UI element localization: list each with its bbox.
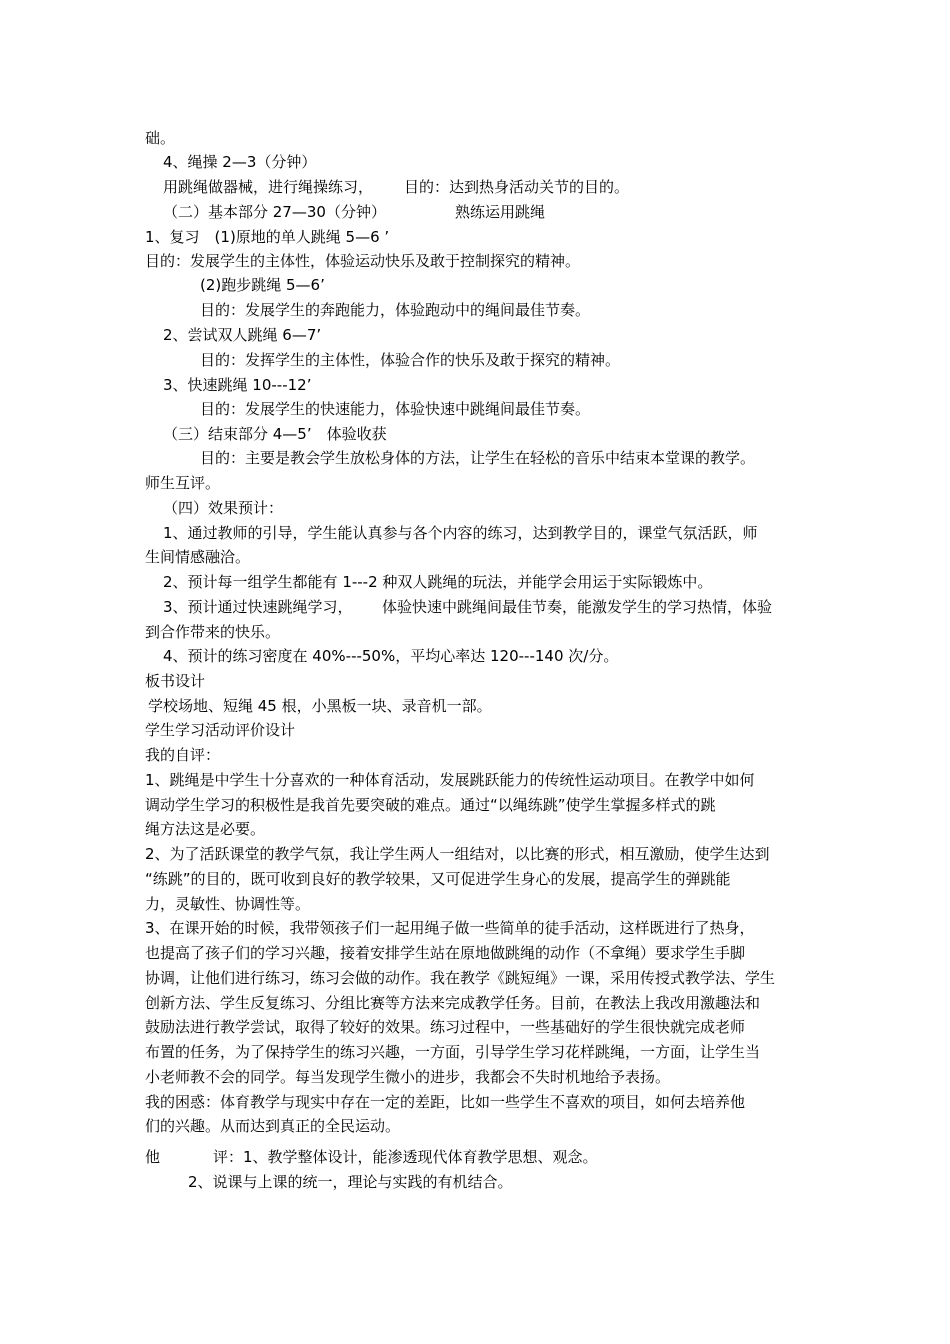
text-line: 板书设计 — [145, 672, 206, 690]
text-line: 他 — [145, 1148, 161, 1166]
text-line: 学生学习活动评价设计 — [145, 721, 296, 739]
text-line: 4、绳操 2—3（分钟） — [163, 153, 317, 171]
text-line: （四）效果预计： — [163, 499, 284, 517]
text-line: 布置的任务，为了保持学生的练习兴趣，一方面，引导学生学习花样跳绳，一方面，让学生当 — [145, 1043, 761, 1061]
text-line: 体验快速中跳绳间最佳节奏，能激发学生的学习热情，体验 — [382, 598, 773, 616]
text-line: 我的困惑：体育教学与现实中存在一定的差距，比如一些学生不喜欢的项目，如何去培养他 — [145, 1093, 746, 1111]
text-line: 熟练运用跳绳 — [455, 203, 546, 221]
text-line: 们的兴趣。从而达到真正的全民运动。 — [145, 1117, 401, 1135]
text-line: 创新方法、学生反复练习、分组比赛等方法来完成教学任务。目前，在教法上我改用激趣法和 — [145, 994, 761, 1012]
text-line: 鼓励法进行教学尝试，取得了较好的效果。练习过程中，一些基础好的学生很快就完成老师 — [145, 1018, 746, 1036]
text-line: 2、预计每一组学生都能有 1---2 种双人跳绳的玩法，并能学会用运于实际锻炼中。 — [163, 573, 713, 591]
text-line: 绳方法这是必要。 — [145, 820, 266, 838]
text-line: 用跳绳做器械，进行绳操练习， — [163, 178, 374, 196]
text-line: 1、跳绳是中学生十分喜欢的一种体育活动，发展跳跃能力的传统性运动项目。在教学中如何 — [145, 771, 755, 789]
text-line: 3、在课开始的时候，我带领孩子们一起用绳子做一些简单的徒手活动，这样既进行了热身， — [145, 919, 755, 937]
text-line: 2、说课与上课的统一，理论与实践的有机结合。 — [188, 1173, 513, 1191]
text-line: 目的：主要是教会学生放松身体的方法，让学生在轻松的音乐中结束本堂课的教学。 — [200, 449, 756, 467]
text-line: 目的：发挥学生的主体性，体验合作的快乐及敢于探究的精神。 — [200, 351, 621, 369]
text-line: 2、为了活跃课堂的教学气氛，我让学生两人一组结对，以比赛的形式，相互激励，使学生达到 — [145, 845, 770, 863]
text-line: 2、尝试双人跳绳 6—7’ — [163, 326, 322, 344]
text-line: 师生互评。 — [145, 474, 221, 492]
text-line: 小老师教不会的同学。每当发现学生微小的进步，我都会不失时机地给予表扬。 — [145, 1068, 671, 1086]
text-line: 4、预计的练习密度在 40%---50%，平均心率达 120---140 次/分。 — [163, 647, 619, 665]
text-line: 础。 — [145, 129, 176, 147]
text-line: 1、复习 (1)原地的单人跳绳 5—6 ’ — [145, 228, 390, 246]
text-line: 协调，让他们进行练习，练习会做的动作。我在教学《跳短绳》一课，采用传授式教学法、学生 — [145, 969, 776, 987]
text-line: 也提高了孩子们的学习兴趣，接着安排学生站在原地做跳绳的动作（不拿绳）要求学生手脚 — [145, 944, 746, 962]
text-line: 力，灵敏性、协调性等。 — [145, 895, 311, 913]
text-line: (2)跑步跳绳 5—6’ — [200, 276, 325, 294]
text-line: 目的：发展学生的主体性，体验运动快乐及敢于控制探究的精神。 — [145, 252, 581, 270]
text-line: 生间情感融洽。 — [145, 548, 251, 566]
text-line: 我的自评： — [145, 746, 221, 764]
text-line: “练跳”的目的，既可收到良好的教学较果，又可促进学生身心的发展，提高学生的弹跳能 — [145, 870, 731, 888]
text-line: 到合作带来的快乐。 — [145, 623, 281, 641]
text-line: 1、通过教师的引导，学生能认真参与各个内容的练习，达到教学目的，课堂气氛活跃，师 — [163, 524, 758, 542]
text-line: 目的：达到热身活动关节的目的。 — [404, 178, 630, 196]
text-line: 调动学生学习的积极性是我首先要突破的难点。通过“以绳练跳”使学生掌握多样式的跳 — [145, 796, 716, 814]
text-line: （二）基本部分 27—30（分钟） — [163, 203, 386, 221]
text-line: 3、快速跳绳 10---12’ — [163, 376, 312, 394]
text-line: 评：1、教学整体设计，能渗透现代体育教学思想、观念。 — [213, 1148, 598, 1166]
text-line: 学校场地、短绳 45 根，小黑板一块、录音机一部。 — [148, 697, 492, 715]
text-line: 目的：发展学生的快速能力，体验快速中跳绳间最佳节奏。 — [200, 400, 591, 418]
text-line: 3、预计通过快速跳绳学习， — [163, 598, 353, 616]
text-line: （三）结束部分 4—5’ 体验收获 — [163, 425, 387, 443]
text-line: 目的：发展学生的奔跑能力，体验跑动中的绳间最佳节奏。 — [200, 301, 591, 319]
